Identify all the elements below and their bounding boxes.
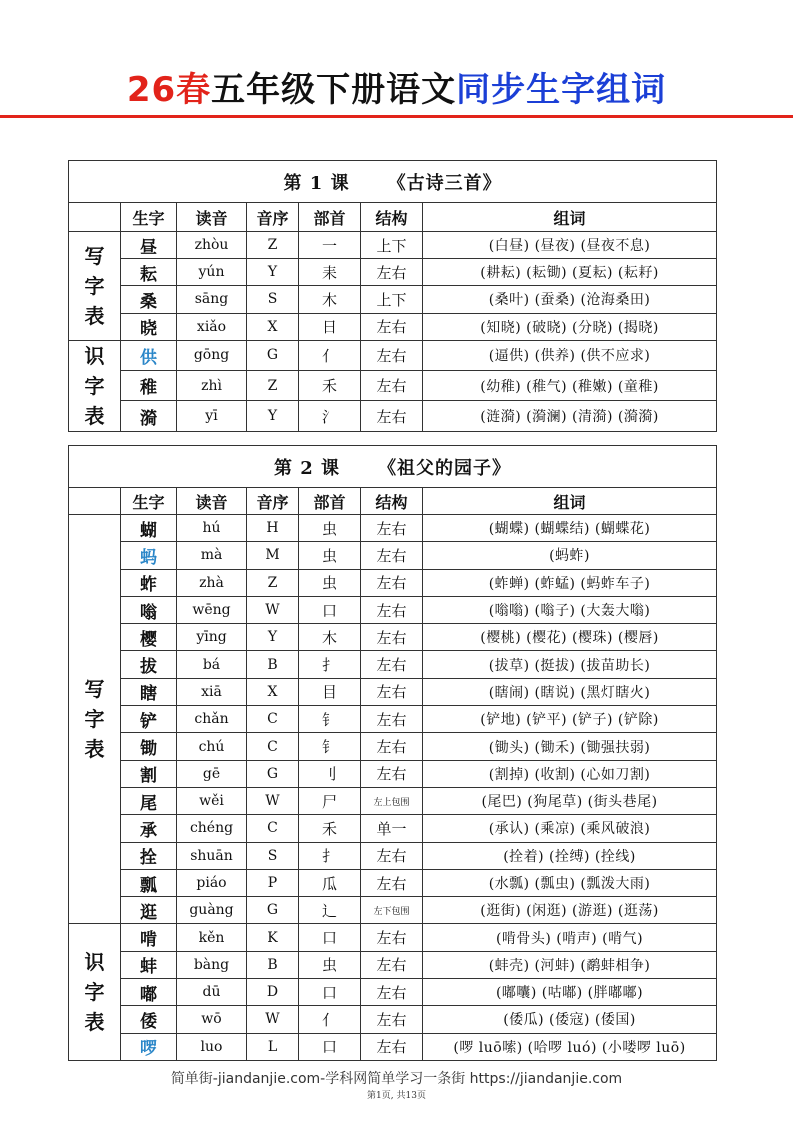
words-cell: (逛街) (闲逛) (游逛) (逛荡): [423, 897, 717, 924]
pinyin-cell: sāng: [177, 286, 247, 313]
pinyin-cell: wō: [177, 1006, 247, 1033]
radical-cell: 虫: [299, 951, 361, 978]
radical-cell: 耒: [299, 259, 361, 286]
words-cell: (耕耘) (耘锄) (夏耘) (耘耔): [423, 259, 717, 286]
words-cell: (蝴蝶) (蝴蝶结) (蝴蝶花): [423, 515, 717, 542]
sequence-cell: S: [247, 842, 299, 869]
column-header: 组词: [423, 203, 717, 232]
pinyin-cell: chǎn: [177, 706, 247, 733]
words-cell: (蚱蝉) (蚱蜢) (蚂蚱车子): [423, 569, 717, 596]
words-cell: (嘟囔) (咕嘟) (胖嘟嘟): [423, 979, 717, 1006]
table-row: [69, 787, 717, 814]
radical-cell: 瓜: [299, 869, 361, 896]
column-header: 读音: [177, 488, 247, 515]
radical-cell: 目: [299, 678, 361, 705]
column-header: 部首: [299, 203, 361, 232]
sequence-cell: K: [247, 924, 299, 951]
table-row: [69, 897, 717, 924]
character-cell: 啰: [121, 1033, 177, 1060]
character-cell: 拴: [121, 842, 177, 869]
group-label-char: 表: [84, 403, 105, 428]
sequence-cell: G: [247, 760, 299, 787]
lesson-number: 第 2 课: [274, 457, 341, 479]
table-row: [69, 1033, 717, 1060]
table-row: [69, 515, 717, 542]
group-label-char: 字: [84, 273, 105, 298]
character-cell: 供: [121, 340, 177, 370]
group-label: [69, 340, 121, 431]
pinyin-cell: yún: [177, 259, 247, 286]
table-row: [69, 596, 717, 623]
character-cell: 蚌: [121, 951, 177, 978]
page-title: [0, 66, 793, 114]
structure-cell: 左右: [361, 733, 423, 760]
column-header-row: [69, 203, 717, 232]
words-cell: (啃骨头) (啃声) (啃气): [423, 924, 717, 951]
structure-cell: 左右: [361, 569, 423, 596]
words-cell: (幼稚) (稚气) (稚嫩) (童稚): [423, 371, 717, 401]
words-cell: (承认) (乘凉) (乘风破浪): [423, 815, 717, 842]
character-cell: 倭: [121, 1006, 177, 1033]
footer-text: 简单街-jiandanjie.com-学科网简单学习一条街 https://jiandanjie.com: [170, 1071, 623, 1087]
pinyin-cell: hú: [177, 515, 247, 542]
table-row: [69, 979, 717, 1006]
radical-cell: 氵: [299, 401, 361, 431]
table-row: [69, 924, 717, 951]
title-part-3: 同步生字组词: [456, 70, 667, 110]
pinyin-cell: guàng: [177, 897, 247, 924]
radical-cell: 虫: [299, 542, 361, 569]
column-header: 生字: [121, 488, 177, 515]
group-label-char: 写: [84, 677, 105, 702]
character-cell: 蚂: [121, 542, 177, 569]
character-cell: 尾: [121, 787, 177, 814]
sequence-cell: Z: [247, 371, 299, 401]
sequence-cell: W: [247, 1006, 299, 1033]
sequence-cell: B: [247, 651, 299, 678]
table-row: [69, 760, 717, 787]
header-blank-cell: [69, 488, 121, 515]
words-cell: (尾巴) (狗尾草) (街头巷尾): [423, 787, 717, 814]
sequence-cell: P: [247, 869, 299, 896]
character-cell: 逛: [121, 897, 177, 924]
sequence-cell: Y: [247, 624, 299, 651]
character-cell: 锄: [121, 733, 177, 760]
structure-cell: 左右: [361, 760, 423, 787]
radical-cell: 尸: [299, 787, 361, 814]
structure-cell: 左右: [361, 651, 423, 678]
table-row: [69, 569, 717, 596]
radical-cell: 日: [299, 313, 361, 340]
sequence-cell: Z: [247, 569, 299, 596]
structure-cell: 左右: [361, 706, 423, 733]
pinyin-cell: xiā: [177, 678, 247, 705]
structure-cell: 左右: [361, 515, 423, 542]
table-row: [69, 624, 717, 651]
radical-cell: 口: [299, 596, 361, 623]
words-cell: (蚌壳) (河蚌) (鹬蚌相争): [423, 951, 717, 978]
character-cell: 铲: [121, 706, 177, 733]
lesson-name: 《祖父的园子》: [378, 457, 512, 479]
radical-cell: 辶: [299, 897, 361, 924]
character-cell: 瞎: [121, 678, 177, 705]
character-cell: 割: [121, 760, 177, 787]
sequence-cell: Z: [247, 232, 299, 259]
sequence-cell: L: [247, 1033, 299, 1060]
title-part-1: 26春: [126, 70, 212, 110]
sequence-cell: C: [247, 815, 299, 842]
words-cell: (啰 luō嗦) (哈啰 luó) (小喽啰 luō): [423, 1033, 717, 1060]
words-cell: (割掉) (收割) (心如刀割): [423, 760, 717, 787]
structure-cell: 上下: [361, 286, 423, 313]
sequence-cell: H: [247, 515, 299, 542]
sequence-cell: C: [247, 733, 299, 760]
table-row: [69, 232, 717, 259]
lesson-heading-row: [69, 161, 717, 203]
group-label-char: 识: [84, 950, 105, 975]
group-label: [69, 232, 121, 341]
table-row: [69, 1006, 717, 1033]
character-cell: 蚱: [121, 569, 177, 596]
lesson-heading-row: [69, 446, 717, 488]
character-cell: 耘: [121, 259, 177, 286]
character-cell: 拔: [121, 651, 177, 678]
character-cell: 蝴: [121, 515, 177, 542]
pinyin-cell: gē: [177, 760, 247, 787]
group-label-char: 字: [84, 373, 105, 398]
header-blank-cell: [69, 203, 121, 232]
radical-cell: 木: [299, 286, 361, 313]
words-cell: (樱桃) (樱花) (樱珠) (樱唇): [423, 624, 717, 651]
radical-cell: 口: [299, 1033, 361, 1060]
pinyin-cell: luo: [177, 1033, 247, 1060]
structure-cell: 左右: [361, 624, 423, 651]
sequence-cell: B: [247, 951, 299, 978]
column-header: 生字: [121, 203, 177, 232]
structure-cell: 左右: [361, 869, 423, 896]
group-label: [69, 924, 121, 1060]
words-cell: (铲地) (铲平) (铲子) (铲除): [423, 706, 717, 733]
words-cell: (倭瓜) (倭寇) (倭国): [423, 1006, 717, 1033]
radical-cell: 禾: [299, 371, 361, 401]
pinyin-cell: kěn: [177, 924, 247, 951]
group-label-char: 表: [84, 1010, 105, 1035]
words-cell: (知晓) (破晓) (分晓) (揭晓): [423, 313, 717, 340]
title-divider: [0, 115, 793, 118]
column-header: 部首: [299, 488, 361, 515]
title-part-2: 五年级下册语文: [211, 70, 457, 110]
group-label-char: 表: [84, 303, 105, 328]
lesson-heading: [69, 446, 717, 488]
sequence-cell: X: [247, 678, 299, 705]
pinyin-cell: bá: [177, 651, 247, 678]
sequence-cell: G: [247, 340, 299, 370]
sequence-cell: X: [247, 313, 299, 340]
words-cell: (瞎闹) (瞎说) (黑灯瞎火): [423, 678, 717, 705]
sequence-cell: M: [247, 542, 299, 569]
character-cell: 承: [121, 815, 177, 842]
pinyin-cell: piáo: [177, 869, 247, 896]
pinyin-cell: zhà: [177, 569, 247, 596]
structure-cell: 左右: [361, 924, 423, 951]
table-row: [69, 706, 717, 733]
table-row: [69, 542, 717, 569]
lesson-table-2: [68, 445, 717, 1061]
page-number: 第1页, 共13页: [367, 1091, 426, 1101]
column-header: 结构: [361, 203, 423, 232]
structure-cell: 左右: [361, 1033, 423, 1060]
column-header: 结构: [361, 488, 423, 515]
group-label-char: 字: [84, 980, 105, 1005]
pinyin-cell: chú: [177, 733, 247, 760]
radical-cell: 刂: [299, 760, 361, 787]
radical-cell: 木: [299, 624, 361, 651]
radical-cell: 虫: [299, 515, 361, 542]
pinyin-cell: yī: [177, 401, 247, 431]
table-row: [69, 815, 717, 842]
character-cell: 漪: [121, 401, 177, 431]
words-cell: (逼供) (供养) (供不应求): [423, 340, 717, 370]
words-cell: (水瓢) (瓢虫) (瓢泼大雨): [423, 869, 717, 896]
table-row: [69, 313, 717, 340]
table-row: [69, 340, 717, 370]
group-label-char: 字: [84, 707, 105, 732]
table-row: [69, 286, 717, 313]
structure-cell: 左右: [361, 371, 423, 401]
structure-cell: 上下: [361, 232, 423, 259]
lesson-name: 《古诗三首》: [387, 172, 502, 194]
structure-cell: 左右: [361, 313, 423, 340]
sequence-cell: G: [247, 897, 299, 924]
radical-cell: 扌: [299, 651, 361, 678]
table-row: [69, 678, 717, 705]
sequence-cell: W: [247, 596, 299, 623]
group-label-char: 写: [84, 243, 105, 268]
table-row: [69, 259, 717, 286]
words-cell: (涟漪) (漪澜) (清漪) (漪漪): [423, 401, 717, 431]
table-row: [69, 371, 717, 401]
pinyin-cell: shuān: [177, 842, 247, 869]
structure-cell: 左右: [361, 596, 423, 623]
table-row: [69, 651, 717, 678]
pinyin-cell: chéng: [177, 815, 247, 842]
structure-cell: 左右: [361, 401, 423, 431]
words-cell: (嗡嗡) (嗡子) (大轰大嗡): [423, 596, 717, 623]
sequence-cell: S: [247, 286, 299, 313]
pinyin-cell: zhòu: [177, 232, 247, 259]
radical-cell: 一: [299, 232, 361, 259]
radical-cell: 扌: [299, 842, 361, 869]
pinyin-cell: bàng: [177, 951, 247, 978]
structure-cell: 左右: [361, 951, 423, 978]
pinyin-cell: wěi: [177, 787, 247, 814]
column-header-row: [69, 488, 717, 515]
pinyin-cell: mà: [177, 542, 247, 569]
structure-cell: 左右: [361, 340, 423, 370]
sequence-cell: D: [247, 979, 299, 1006]
structure-cell: 左右: [361, 259, 423, 286]
character-cell: 樱: [121, 624, 177, 651]
group-label: [69, 515, 121, 924]
table-row: [69, 869, 717, 896]
radical-cell: 虫: [299, 569, 361, 596]
words-cell: (拴着) (拴缚) (拴线): [423, 842, 717, 869]
structure-cell: 左上包围: [361, 787, 423, 814]
pinyin-cell: wēng: [177, 596, 247, 623]
radical-cell: 口: [299, 979, 361, 1006]
table-row: [69, 842, 717, 869]
table-row: [69, 733, 717, 760]
pinyin-cell: xiǎo: [177, 313, 247, 340]
sequence-cell: C: [247, 706, 299, 733]
lesson-table-1: [68, 160, 717, 432]
pinyin-cell: yīng: [177, 624, 247, 651]
words-cell: (蚂蚱): [423, 542, 717, 569]
pinyin-cell: dū: [177, 979, 247, 1006]
group-label-char: 表: [84, 737, 105, 762]
character-cell: 昼: [121, 232, 177, 259]
structure-cell: 左右: [361, 678, 423, 705]
sequence-cell: Y: [247, 401, 299, 431]
group-label-char: 识: [84, 343, 105, 368]
words-cell: (桑叶) (蚕桑) (沧海桑田): [423, 286, 717, 313]
radical-cell: 钅: [299, 733, 361, 760]
lesson-heading: [69, 161, 717, 203]
structure-cell: 左右: [361, 542, 423, 569]
sequence-cell: W: [247, 787, 299, 814]
structure-cell: 左下包围: [361, 897, 423, 924]
structure-cell: 单一: [361, 815, 423, 842]
radical-cell: 亻: [299, 1006, 361, 1033]
radical-cell: 亻: [299, 340, 361, 370]
pinyin-cell: zhì: [177, 371, 247, 401]
structure-cell: 左右: [361, 842, 423, 869]
radical-cell: 口: [299, 924, 361, 951]
radical-cell: 钅: [299, 706, 361, 733]
character-cell: 桑: [121, 286, 177, 313]
character-cell: 嗡: [121, 596, 177, 623]
sequence-cell: Y: [247, 259, 299, 286]
character-cell: 嘟: [121, 979, 177, 1006]
structure-cell: 左右: [361, 979, 423, 1006]
words-cell: (拔草) (挺拔) (拔苗助长): [423, 651, 717, 678]
character-cell: 晓: [121, 313, 177, 340]
character-cell: 啃: [121, 924, 177, 951]
column-header: 组词: [423, 488, 717, 515]
column-header: 读音: [177, 203, 247, 232]
table-row: [69, 951, 717, 978]
words-cell: (白昼) (昼夜) (昼夜不息): [423, 232, 717, 259]
pinyin-cell: gōng: [177, 340, 247, 370]
column-header: 音序: [247, 203, 299, 232]
character-cell: 瓢: [121, 869, 177, 896]
lesson-number: 第 1 课: [283, 172, 350, 194]
character-cell: 稚: [121, 371, 177, 401]
structure-cell: 左右: [361, 1006, 423, 1033]
table-row: [69, 401, 717, 431]
column-header: 音序: [247, 488, 299, 515]
words-cell: (锄头) (锄禾) (锄强扶弱): [423, 733, 717, 760]
radical-cell: 禾: [299, 815, 361, 842]
